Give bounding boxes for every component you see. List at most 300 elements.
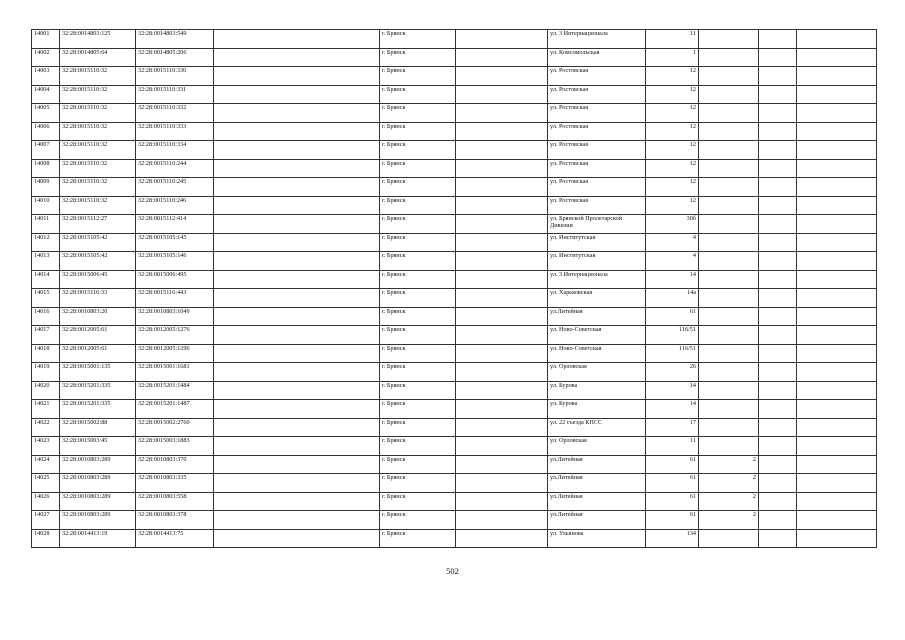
record-number-cell: 14023 bbox=[32, 437, 60, 456]
apartment-cell bbox=[699, 122, 759, 141]
cadastral-number-cell: 32:28:0010803:558 bbox=[136, 492, 214, 511]
empty-cell bbox=[214, 511, 380, 530]
empty-cell bbox=[214, 529, 380, 548]
city-cell: г. Брянск bbox=[380, 381, 456, 400]
empty-cell bbox=[797, 233, 877, 252]
empty-cell bbox=[214, 178, 380, 197]
house-number-cell: 14 bbox=[646, 400, 699, 419]
apartment-cell bbox=[699, 85, 759, 104]
cadastral-block-cell: 32:28:0015002:88 bbox=[60, 418, 136, 437]
house-number-cell: 14 bbox=[646, 270, 699, 289]
empty-cell bbox=[214, 141, 380, 160]
table-row bbox=[32, 178, 877, 197]
empty-cell bbox=[456, 233, 548, 252]
street-cell: ул. Институтская bbox=[548, 252, 646, 271]
apartment-cell bbox=[699, 233, 759, 252]
apartment-cell: 2 bbox=[699, 474, 759, 493]
empty-cell bbox=[797, 437, 877, 456]
empty-cell bbox=[214, 48, 380, 67]
cadastral-number-cell: 32:28:0010803:378 bbox=[136, 511, 214, 530]
cadastral-number-cell: 32:28:0015105:146 bbox=[136, 252, 214, 271]
empty-cell bbox=[797, 85, 877, 104]
apartment-cell bbox=[699, 326, 759, 345]
empty-cell bbox=[214, 122, 380, 141]
apartment-cell bbox=[699, 67, 759, 86]
table-row bbox=[32, 252, 877, 271]
cadastral-number-cell: 32:28:0010803:370 bbox=[136, 455, 214, 474]
cadastral-number-cell: 32:28:0012005:1276 bbox=[136, 326, 214, 345]
city-cell: г. Брянск bbox=[380, 67, 456, 86]
table-row bbox=[32, 344, 877, 363]
house-number-cell: 61 bbox=[646, 474, 699, 493]
record-number-cell: 14019 bbox=[32, 363, 60, 382]
empty-cell bbox=[797, 455, 877, 474]
cadastral-number-cell: 32:28:0015110:245 bbox=[136, 178, 214, 197]
cadastral-number-cell: 32:28:0012005:1296 bbox=[136, 344, 214, 363]
empty-cell bbox=[214, 363, 380, 382]
empty-cell bbox=[759, 233, 797, 252]
record-number-cell: 14005 bbox=[32, 104, 60, 123]
empty-cell bbox=[797, 270, 877, 289]
page-number: 502 bbox=[446, 566, 459, 576]
empty-cell bbox=[456, 178, 548, 197]
city-cell: г. Брянск bbox=[380, 141, 456, 160]
cadastral-block-cell: 32:28:0015201:335 bbox=[60, 381, 136, 400]
empty-cell bbox=[759, 289, 797, 308]
empty-cell bbox=[456, 511, 548, 530]
empty-cell bbox=[797, 141, 877, 160]
house-number-cell: 14 bbox=[646, 381, 699, 400]
empty-cell bbox=[214, 85, 380, 104]
cadastral-block-cell: 32:28:0015112:27 bbox=[60, 215, 136, 234]
apartment-cell bbox=[699, 30, 759, 49]
empty-cell bbox=[456, 363, 548, 382]
empty-cell bbox=[759, 437, 797, 456]
house-number-cell: 12 bbox=[646, 196, 699, 215]
cadastral-number-cell: 32:28:0010803:335 bbox=[136, 474, 214, 493]
house-number-cell: 134 bbox=[646, 529, 699, 548]
house-number-cell: 12 bbox=[646, 67, 699, 86]
empty-cell bbox=[797, 196, 877, 215]
house-number-cell: 30б bbox=[646, 215, 699, 234]
house-number-cell: 11 bbox=[646, 437, 699, 456]
house-number-cell: 61 bbox=[646, 455, 699, 474]
empty-cell bbox=[456, 122, 548, 141]
empty-cell bbox=[456, 492, 548, 511]
city-cell: г. Брянск bbox=[380, 270, 456, 289]
record-number-cell: 14009 bbox=[32, 178, 60, 197]
cadastral-number-cell: 32:28:0014413:75 bbox=[136, 529, 214, 548]
city-cell: г. Брянск bbox=[380, 307, 456, 326]
street-cell: ул. Ростовская bbox=[548, 85, 646, 104]
apartment-cell bbox=[699, 400, 759, 419]
cadastral-block-cell: 32:28:0012005:61 bbox=[60, 326, 136, 345]
table-row bbox=[32, 30, 877, 49]
cadastral-block-cell: 32:28:0015110:32 bbox=[60, 85, 136, 104]
cadastral-block-cell: 32:28:0015110:32 bbox=[60, 196, 136, 215]
empty-cell bbox=[797, 363, 877, 382]
empty-cell bbox=[456, 215, 548, 234]
street-cell: ул. Ново-Советская bbox=[548, 326, 646, 345]
empty-cell bbox=[456, 85, 548, 104]
cadastral-block-cell: 32:28:0015110:32 bbox=[60, 159, 136, 178]
empty-cell bbox=[759, 529, 797, 548]
empty-cell bbox=[214, 492, 380, 511]
house-number-cell: 26 bbox=[646, 363, 699, 382]
street-cell: ул. Ростовская bbox=[548, 159, 646, 178]
house-number-cell: 61 bbox=[646, 307, 699, 326]
house-number-cell: 12 bbox=[646, 178, 699, 197]
apartment-cell bbox=[699, 196, 759, 215]
cadastral-block-cell: 32:28:0014805:64 bbox=[60, 48, 136, 67]
city-cell: г. Брянск bbox=[380, 474, 456, 493]
empty-cell bbox=[456, 307, 548, 326]
cadastral-block-cell: 32:28:0015110:32 bbox=[60, 178, 136, 197]
cadastral-number-cell: 32:28:0015105:145 bbox=[136, 233, 214, 252]
street-cell: ул. 3 Интернационала bbox=[548, 270, 646, 289]
cadastral-block-cell: 32:28:0015001:135 bbox=[60, 363, 136, 382]
city-cell: г. Брянск bbox=[380, 492, 456, 511]
cadastral-block-cell: 32:28:0015110:32 bbox=[60, 104, 136, 123]
empty-cell bbox=[456, 474, 548, 493]
empty-cell bbox=[214, 474, 380, 493]
table-row bbox=[32, 85, 877, 104]
record-number-cell: 14006 bbox=[32, 122, 60, 141]
street-cell: ул. Ростовская bbox=[548, 67, 646, 86]
city-cell: г. Брянск bbox=[380, 511, 456, 530]
apartment-cell bbox=[699, 252, 759, 271]
cadastral-number-cell: 32:28:0015006:495 bbox=[136, 270, 214, 289]
table-row bbox=[32, 418, 877, 437]
cadastral-block-cell: 32:28:0015110:32 bbox=[60, 141, 136, 160]
empty-cell bbox=[797, 252, 877, 271]
house-number-cell: 17 bbox=[646, 418, 699, 437]
house-number-cell: 4 bbox=[646, 252, 699, 271]
empty-cell bbox=[456, 67, 548, 86]
empty-cell bbox=[456, 196, 548, 215]
register-body bbox=[32, 30, 877, 548]
cadastral-number-cell: 32:28:0015110:244 bbox=[136, 159, 214, 178]
empty-cell bbox=[759, 141, 797, 160]
empty-cell bbox=[759, 363, 797, 382]
house-number-cell: 4 bbox=[646, 233, 699, 252]
table-row bbox=[32, 289, 877, 308]
table-row bbox=[32, 215, 877, 234]
city-cell: г. Брянск bbox=[380, 529, 456, 548]
city-cell: г. Брянск bbox=[380, 30, 456, 49]
record-number-cell: 14007 bbox=[32, 141, 60, 160]
street-cell: ул. Ростовская bbox=[548, 196, 646, 215]
empty-cell bbox=[759, 511, 797, 530]
table-row bbox=[32, 104, 877, 123]
table-row bbox=[32, 363, 877, 382]
cadastral-number-cell: 32:28:0015110:330 bbox=[136, 67, 214, 86]
cadastral-number-cell: 32:28:0015110:332 bbox=[136, 104, 214, 123]
table-row bbox=[32, 511, 877, 530]
city-cell: г. Брянск bbox=[380, 289, 456, 308]
empty-cell bbox=[214, 307, 380, 326]
house-number-cell: 116/51 bbox=[646, 326, 699, 345]
empty-cell bbox=[759, 85, 797, 104]
empty-cell bbox=[214, 196, 380, 215]
street-cell: ул. Ростовская bbox=[548, 141, 646, 160]
record-number-cell: 14001 bbox=[32, 30, 60, 49]
apartment-cell bbox=[699, 307, 759, 326]
street-cell: ул. Ростовская bbox=[548, 178, 646, 197]
city-cell: г. Брянск bbox=[380, 252, 456, 271]
empty-cell bbox=[759, 178, 797, 197]
empty-cell bbox=[759, 344, 797, 363]
house-number-cell: 12 bbox=[646, 159, 699, 178]
city-cell: г. Брянск bbox=[380, 344, 456, 363]
empty-cell bbox=[456, 159, 548, 178]
table-row bbox=[32, 48, 877, 67]
empty-cell bbox=[214, 381, 380, 400]
cadastral-number-cell: 32:28:0015201:1487 bbox=[136, 400, 214, 419]
apartment-cell bbox=[699, 381, 759, 400]
cadastral-block-cell: 32:28:0015006:45 bbox=[60, 270, 136, 289]
empty-cell bbox=[456, 326, 548, 345]
empty-cell bbox=[759, 67, 797, 86]
table-row bbox=[32, 529, 877, 548]
cadastral-block-cell: 32:28:0010803:289 bbox=[60, 492, 136, 511]
city-cell: г. Брянск bbox=[380, 104, 456, 123]
empty-cell bbox=[456, 437, 548, 456]
record-number-cell: 14003 bbox=[32, 67, 60, 86]
street-cell: ул. Брянской Пролетарской Дивизии bbox=[548, 215, 646, 234]
street-cell: ул. Харьковская bbox=[548, 289, 646, 308]
street-cell: ул. Институтская bbox=[548, 233, 646, 252]
record-number-cell: 14010 bbox=[32, 196, 60, 215]
cadastral-block-cell: 32:28:0014413:19 bbox=[60, 529, 136, 548]
empty-cell bbox=[797, 326, 877, 345]
apartment-cell bbox=[699, 344, 759, 363]
empty-cell bbox=[759, 418, 797, 437]
empty-cell bbox=[214, 437, 380, 456]
empty-cell bbox=[797, 215, 877, 234]
apartment-cell bbox=[699, 270, 759, 289]
empty-cell bbox=[214, 270, 380, 289]
house-number-cell: 11 bbox=[646, 30, 699, 49]
street-cell: ул.Литейная bbox=[548, 455, 646, 474]
empty-cell bbox=[456, 141, 548, 160]
cadastral-block-cell: 32:28:0012005:61 bbox=[60, 344, 136, 363]
apartment-cell: 2 bbox=[699, 455, 759, 474]
record-number-cell: 14018 bbox=[32, 344, 60, 363]
empty-cell bbox=[214, 104, 380, 123]
house-number-cell: 12 bbox=[646, 141, 699, 160]
city-cell: г. Брянск bbox=[380, 418, 456, 437]
empty-cell bbox=[456, 381, 548, 400]
empty-cell bbox=[797, 159, 877, 178]
empty-cell bbox=[759, 159, 797, 178]
record-number-cell: 14024 bbox=[32, 455, 60, 474]
empty-cell bbox=[456, 529, 548, 548]
empty-cell bbox=[759, 307, 797, 326]
apartment-cell: 2 bbox=[699, 511, 759, 530]
empty-cell bbox=[456, 400, 548, 419]
table-row bbox=[32, 492, 877, 511]
cadastral-number-cell: 32:28:0015201:1484 bbox=[136, 381, 214, 400]
empty-cell bbox=[759, 252, 797, 271]
house-number-cell: 61 bbox=[646, 492, 699, 511]
empty-cell bbox=[797, 418, 877, 437]
city-cell: г. Брянск bbox=[380, 400, 456, 419]
city-cell: г. Брянск bbox=[380, 363, 456, 382]
empty-cell bbox=[456, 252, 548, 271]
cadastral-block-cell: 32:28:0014803:125 bbox=[60, 30, 136, 49]
record-number-cell: 14015 bbox=[32, 289, 60, 308]
empty-cell bbox=[797, 67, 877, 86]
street-cell: ул. Ростовская bbox=[548, 104, 646, 123]
empty-cell bbox=[214, 159, 380, 178]
table-row bbox=[32, 270, 877, 289]
apartment-cell bbox=[699, 48, 759, 67]
apartment-cell: 2 bbox=[699, 492, 759, 511]
cadastral-block-cell: 32:28:0015105:42 bbox=[60, 252, 136, 271]
empty-cell bbox=[797, 307, 877, 326]
cadastral-number-cell: 32:28:0015110:331 bbox=[136, 85, 214, 104]
apartment-cell bbox=[699, 215, 759, 234]
empty-cell bbox=[797, 289, 877, 308]
house-number-cell: 12 bbox=[646, 104, 699, 123]
city-cell: г. Брянск bbox=[380, 437, 456, 456]
empty-cell bbox=[759, 474, 797, 493]
empty-cell bbox=[214, 67, 380, 86]
city-cell: г. Брянск bbox=[380, 196, 456, 215]
empty-cell bbox=[759, 104, 797, 123]
street-cell: ул. Ново-Советская bbox=[548, 344, 646, 363]
empty-cell bbox=[797, 400, 877, 419]
cadastral-block-cell: 32:28:0010803:289 bbox=[60, 455, 136, 474]
cadastral-block-cell: 32:28:0015201:335 bbox=[60, 400, 136, 419]
house-number-cell: 12 bbox=[646, 85, 699, 104]
record-number-cell: 14012 bbox=[32, 233, 60, 252]
empty-cell bbox=[214, 400, 380, 419]
apartment-cell bbox=[699, 363, 759, 382]
apartment-cell bbox=[699, 437, 759, 456]
register-table bbox=[31, 29, 877, 548]
empty-cell bbox=[456, 289, 548, 308]
empty-cell bbox=[214, 215, 380, 234]
table-row bbox=[32, 474, 877, 493]
empty-cell bbox=[759, 326, 797, 345]
cadastral-number-cell: 32:28:0015001:1681 bbox=[136, 363, 214, 382]
cadastral-block-cell: 32:28:0010803:289 bbox=[60, 474, 136, 493]
city-cell: г. Брянск bbox=[380, 178, 456, 197]
empty-cell bbox=[797, 529, 877, 548]
table-row bbox=[32, 196, 877, 215]
table-row bbox=[32, 455, 877, 474]
cadastral-block-cell: 32:28:0010803:20 bbox=[60, 307, 136, 326]
apartment-cell bbox=[699, 159, 759, 178]
street-cell: ул.Литейная bbox=[548, 511, 646, 530]
empty-cell bbox=[759, 455, 797, 474]
cadastral-number-cell: 32:28:0015110:333 bbox=[136, 122, 214, 141]
empty-cell bbox=[759, 492, 797, 511]
record-number-cell: 14017 bbox=[32, 326, 60, 345]
table-row bbox=[32, 381, 877, 400]
table-row bbox=[32, 326, 877, 345]
record-number-cell: 14020 bbox=[32, 381, 60, 400]
city-cell: г. Брянск bbox=[380, 233, 456, 252]
city-cell: г. Брянск bbox=[380, 455, 456, 474]
apartment-cell bbox=[699, 289, 759, 308]
house-number-cell: 12 bbox=[646, 122, 699, 141]
cadastral-number-cell: 32:28:0010803:1049 bbox=[136, 307, 214, 326]
record-number-cell: 14008 bbox=[32, 159, 60, 178]
cadastral-number-cell: 32:28:0015110:246 bbox=[136, 196, 214, 215]
cadastral-number-cell: 32:28:0015116:443 bbox=[136, 289, 214, 308]
city-cell: г. Брянск bbox=[380, 326, 456, 345]
record-number-cell: 14025 bbox=[32, 474, 60, 493]
city-cell: г. Брянск bbox=[380, 159, 456, 178]
street-cell: ул. Ростовская bbox=[548, 122, 646, 141]
empty-cell bbox=[214, 30, 380, 49]
cadastral-number-cell: 32:28:0014803:549 bbox=[136, 30, 214, 49]
empty-cell bbox=[214, 344, 380, 363]
table-row bbox=[32, 122, 877, 141]
street-cell: ул.Литейная bbox=[548, 307, 646, 326]
street-cell: ул. Бурова bbox=[548, 400, 646, 419]
empty-cell bbox=[759, 400, 797, 419]
record-number-cell: 14013 bbox=[32, 252, 60, 271]
empty-cell bbox=[214, 455, 380, 474]
empty-cell bbox=[214, 326, 380, 345]
empty-cell bbox=[456, 30, 548, 49]
empty-cell bbox=[797, 344, 877, 363]
empty-cell bbox=[214, 252, 380, 271]
city-cell: г. Брянск bbox=[380, 122, 456, 141]
record-number-cell: 14021 bbox=[32, 400, 60, 419]
street-cell: ул. 22 съезда КПСС bbox=[548, 418, 646, 437]
empty-cell bbox=[214, 289, 380, 308]
cadastral-number-cell: 32:28:0014805:206 bbox=[136, 48, 214, 67]
table-row bbox=[32, 141, 877, 160]
cadastral-number-cell: 32:28:0015003:1883 bbox=[136, 437, 214, 456]
street-cell: ул. 3 Интернационала bbox=[548, 30, 646, 49]
cadastral-number-cell: 32:28:0015112:414 bbox=[136, 215, 214, 234]
record-number-cell: 14027 bbox=[32, 511, 60, 530]
apartment-cell bbox=[699, 529, 759, 548]
empty-cell bbox=[214, 233, 380, 252]
empty-cell bbox=[759, 122, 797, 141]
cadastral-block-cell: 32:28:0015003:45 bbox=[60, 437, 136, 456]
record-number-cell: 14026 bbox=[32, 492, 60, 511]
city-cell: г. Брянск bbox=[380, 48, 456, 67]
city-cell: г. Брянск bbox=[380, 85, 456, 104]
empty-cell bbox=[759, 381, 797, 400]
empty-cell bbox=[797, 48, 877, 67]
empty-cell bbox=[759, 196, 797, 215]
record-number-cell: 14014 bbox=[32, 270, 60, 289]
empty-cell bbox=[797, 381, 877, 400]
cadastral-block-cell: 32:28:0010803:289 bbox=[60, 511, 136, 530]
street-cell: ул. Ульянова bbox=[548, 529, 646, 548]
cadastral-block-cell: 32:28:0015116:33 bbox=[60, 289, 136, 308]
table-row bbox=[32, 307, 877, 326]
table-row bbox=[32, 437, 877, 456]
house-number-cell: 14а bbox=[646, 289, 699, 308]
apartment-cell bbox=[699, 141, 759, 160]
table-row bbox=[32, 67, 877, 86]
record-number-cell: 14002 bbox=[32, 48, 60, 67]
record-number-cell: 14016 bbox=[32, 307, 60, 326]
street-cell: ул.Литейная bbox=[548, 492, 646, 511]
street-cell: ул. Комсомольская bbox=[548, 48, 646, 67]
cadastral-number-cell: 32:28:0015110:334 bbox=[136, 141, 214, 160]
empty-cell bbox=[759, 30, 797, 49]
